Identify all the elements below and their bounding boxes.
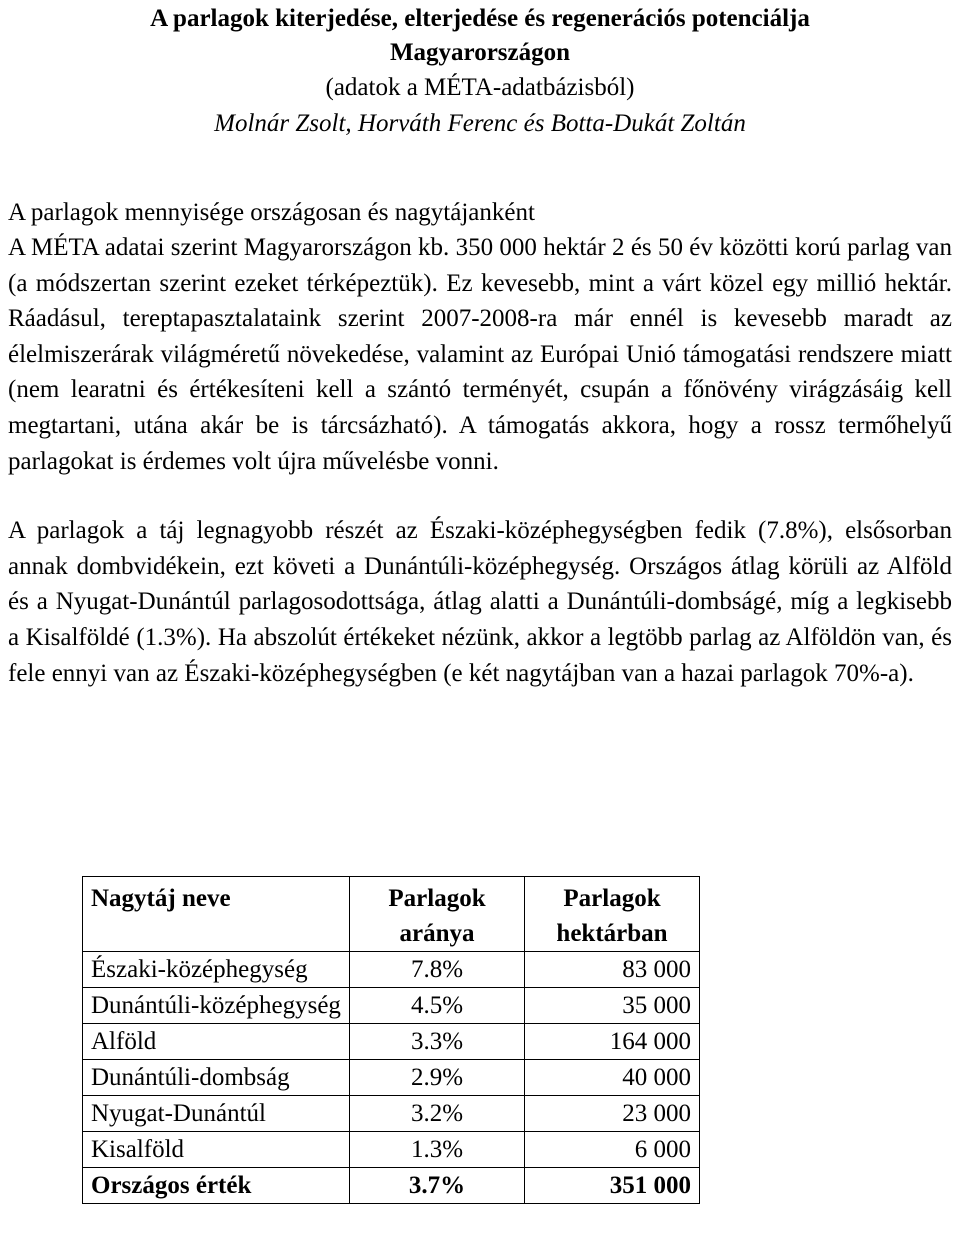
- regions-table: [82, 876, 700, 1204]
- region-hectares: 35 000: [525, 988, 700, 1024]
- region-hectares: 40 000: [525, 1060, 700, 1096]
- title-block: [8, 0, 952, 142]
- region-ratio: 1.3%: [350, 1132, 525, 1168]
- total-hectares: 351 000: [525, 1168, 700, 1204]
- region-hectares: 164 000: [525, 1024, 700, 1060]
- region-ratio: 3.3%: [350, 1024, 525, 1060]
- header-hectares: Parlagok hektárban: [525, 877, 700, 952]
- document-subtitle: (adatok a MÉTA-adatbázisból): [325, 74, 635, 101]
- region-hectares: 6 000: [525, 1132, 700, 1168]
- document-title-line1: A parlagok kiterjedése, elterjedése és regenerációs potenciálja: [150, 5, 810, 32]
- region-name: Kisalföld: [83, 1132, 350, 1168]
- region-ratio: 4.5%: [350, 988, 525, 1024]
- table-total-row: [83, 1168, 700, 1204]
- region-ratio: 3.2%: [350, 1096, 525, 1132]
- section-heading: A parlagok mennyisége országosan és nagytájanként: [8, 199, 535, 226]
- table-row: [83, 1024, 700, 1060]
- table-row: [83, 952, 700, 988]
- table-row: [83, 1060, 700, 1096]
- document-authors: Molnár Zsolt, Horváth Ferenc és Botta-Dukát Zoltán: [214, 110, 746, 137]
- region-hectares: 23 000: [525, 1096, 700, 1132]
- total-ratio: 3.7%: [350, 1168, 525, 1204]
- region-hectares: 83 000: [525, 952, 700, 988]
- table-row: [83, 988, 700, 1024]
- paragraph-1: A MÉTA adatai szerint Magyarországon kb. 350 000 hektár 2 és 50 év közötti korú parlag van (a módszertan szerint ezeket térképeztük). Ez kevesebb, mint a várt közel egy millió hektár. Ráadásul, tereptapasztalataink szerint 2007-2008-ra már ennél is kevesebb maradt az élelmiszerárak világméretű növekedése, valamint az Európai Unió támogatási rendszere miatt (nem learatni és értékesíteni kell a szántó terményét, csupán a főnövény virágzásáig kell megtartani, utána akár be is tárcsázható). A támogatás akkora, hogy a rossz termőhelyű parlagokat is érdemes volt újra művelésbe vonni.: [8, 234, 952, 475]
- region-name: Északi-középhegység: [83, 952, 350, 988]
- region-name: Dunántúli-dombság: [83, 1060, 350, 1096]
- region-name: Alföld: [83, 1024, 350, 1060]
- region-name: Dunántúli-középhegység: [83, 988, 350, 1024]
- table-row: [83, 1096, 700, 1132]
- region-ratio: 2.9%: [350, 1060, 525, 1096]
- document-title-line2: Magyarországon: [389, 39, 571, 66]
- total-name: Országos érték: [83, 1168, 350, 1204]
- region-name: Nyugat-Dunántúl: [83, 1096, 350, 1132]
- region-ratio: 7.8%: [350, 952, 525, 988]
- paragraph-2: A parlagok a táj legnagyobb részét az Északi-középhegységben fedik (7.8%), elsősorban annak dombvidékein, ezt követi a Dunántúli-középhegység. Országos átlag körüli az Alföld és a Nyugat-Dunántúl parlagosodottsága, átlag alatti a Dunántúli-dombságé, míg a legkisebb a Kisalföldé (1.3%). Ha abszolút értékeket nézünk, akkor a legtöbb parlag az Alföldön van, és fele ennyi van az Északi-középhegységben (e két nagytájban van a hazai parlagok 70%-a).: [8, 517, 952, 687]
- header-region-name: Nagytáj neve: [83, 877, 350, 952]
- table-row: [83, 1132, 700, 1168]
- table-header-row: [83, 877, 700, 952]
- header-ratio: Parlagok aránya: [350, 877, 525, 952]
